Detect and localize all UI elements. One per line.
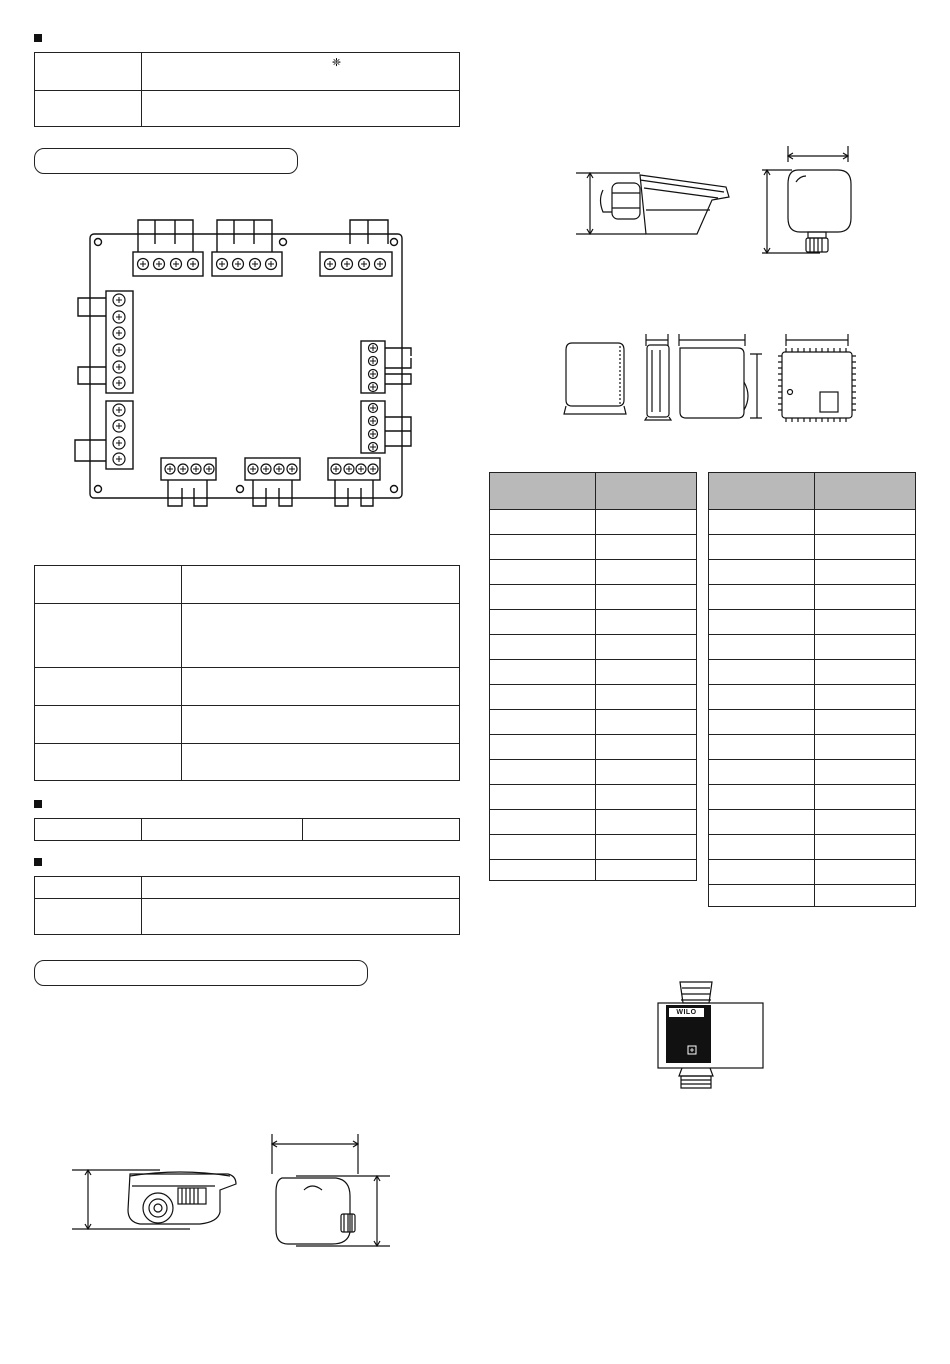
terminal-symbol-icon: ❈ — [331, 56, 342, 69]
wilo-logo: WILO — [676, 1009, 697, 1016]
